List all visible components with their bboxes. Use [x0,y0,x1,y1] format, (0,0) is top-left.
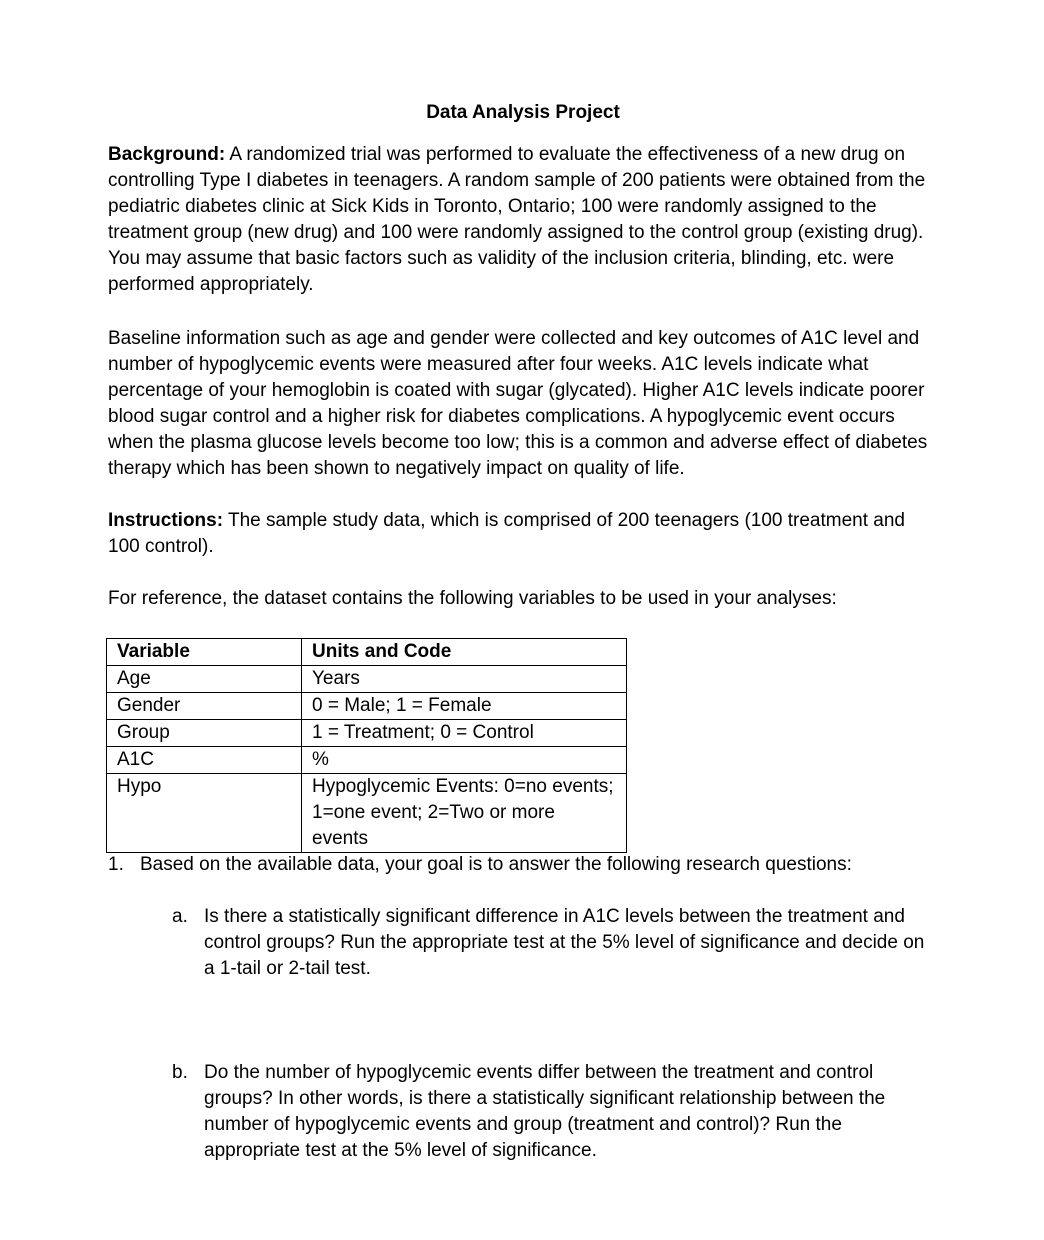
table-header-row [107,639,627,666]
baseline-paragraph: Baseline information such as age and gender were collected and key outcomes of A1C level and number of hypoglycemic events were measured after four weeks. A1C levels indicate what percentage of your hemoglobin is coated with sugar (glycated). Higher A1C levels indicate poorer blood sugar control and a higher risk for diabetes complications. A hypoglycemic event occurs when the plasma glucose levels become too low; this is a common and adverse effect of diabetes therapy which has been shown to negatively impact on quality of life. [108,328,928,479]
table-row [107,666,627,693]
table-cell-units: % [302,747,627,774]
instructions-label: Instructions: [108,510,224,531]
instructions-text: The sample study data, which is comprised of 200 teenagers (100 treatment and 100 control). [108,510,905,557]
table-row [107,774,627,853]
table-cell-units: 1 = Treatment; 0 = Control [302,720,627,747]
table-cell-units: Years [302,666,627,693]
table-header-units: Units and Code [302,639,627,666]
table-cell-variable: Group [107,720,302,747]
table-row [107,693,627,720]
table-cell-variable: Age [107,666,302,693]
question-1a-text: Is there a statistically significant difference in A1C levels between the treatment and control groups? Run the appropriate test at the 5% level of significance and decide on a 1-tail or 2-tail test. [204,906,925,979]
background-label: Background: [108,144,226,165]
table-row [107,747,627,774]
question-1b-letter: b. [172,1062,188,1083]
reference-paragraph: For reference, the dataset contains the following variables to be used in your analyses: [108,588,837,609]
table-row [107,720,627,747]
table-cell-variable: A1C [107,747,302,774]
question-1-number: 1. [108,854,124,875]
table-cell-units: Hypoglycemic Events: 0=no events; 1=one event; 2=Two or more events [302,774,627,853]
table-cell-units: 0 = Male; 1 = Female [302,693,627,720]
document-title: Data Analysis Project [426,102,620,123]
table-cell-variable: Hypo [107,774,302,853]
instructions-paragraph [108,508,940,560]
question-1a-letter: a. [172,906,188,927]
table-cell-variable: Gender [107,693,302,720]
background-text: A randomized trial was performed to evaluate the effectiveness of a new drug on controlling Type I diabetes in teenagers. A random sample of 200 patients were obtained from the pediatric diabetes clinic at Sick Kids in Toronto, Ontario; 100 were randomly assigned to the treatment group (new drug) and 100 were randomly assigned to the control group (existing drug). You may assume that basic factors such as validity of the inclusion criteria, blinding, etc. were performed appropriately. [108,144,926,295]
variables-table [106,638,627,853]
table-header-variable: Variable [107,639,302,666]
question-1-text: Based on the available data, your goal is to answer the following research questions: [140,854,852,875]
question-1b-text: Do the number of hypoglycemic events differ between the treatment and control groups? In other words, is there a statistically significant relationship between the number of hypoglycemic events and group (treatment and control)? Run the appropriate test at the 5% level of significance. [204,1062,886,1161]
background-paragraph [108,142,940,298]
